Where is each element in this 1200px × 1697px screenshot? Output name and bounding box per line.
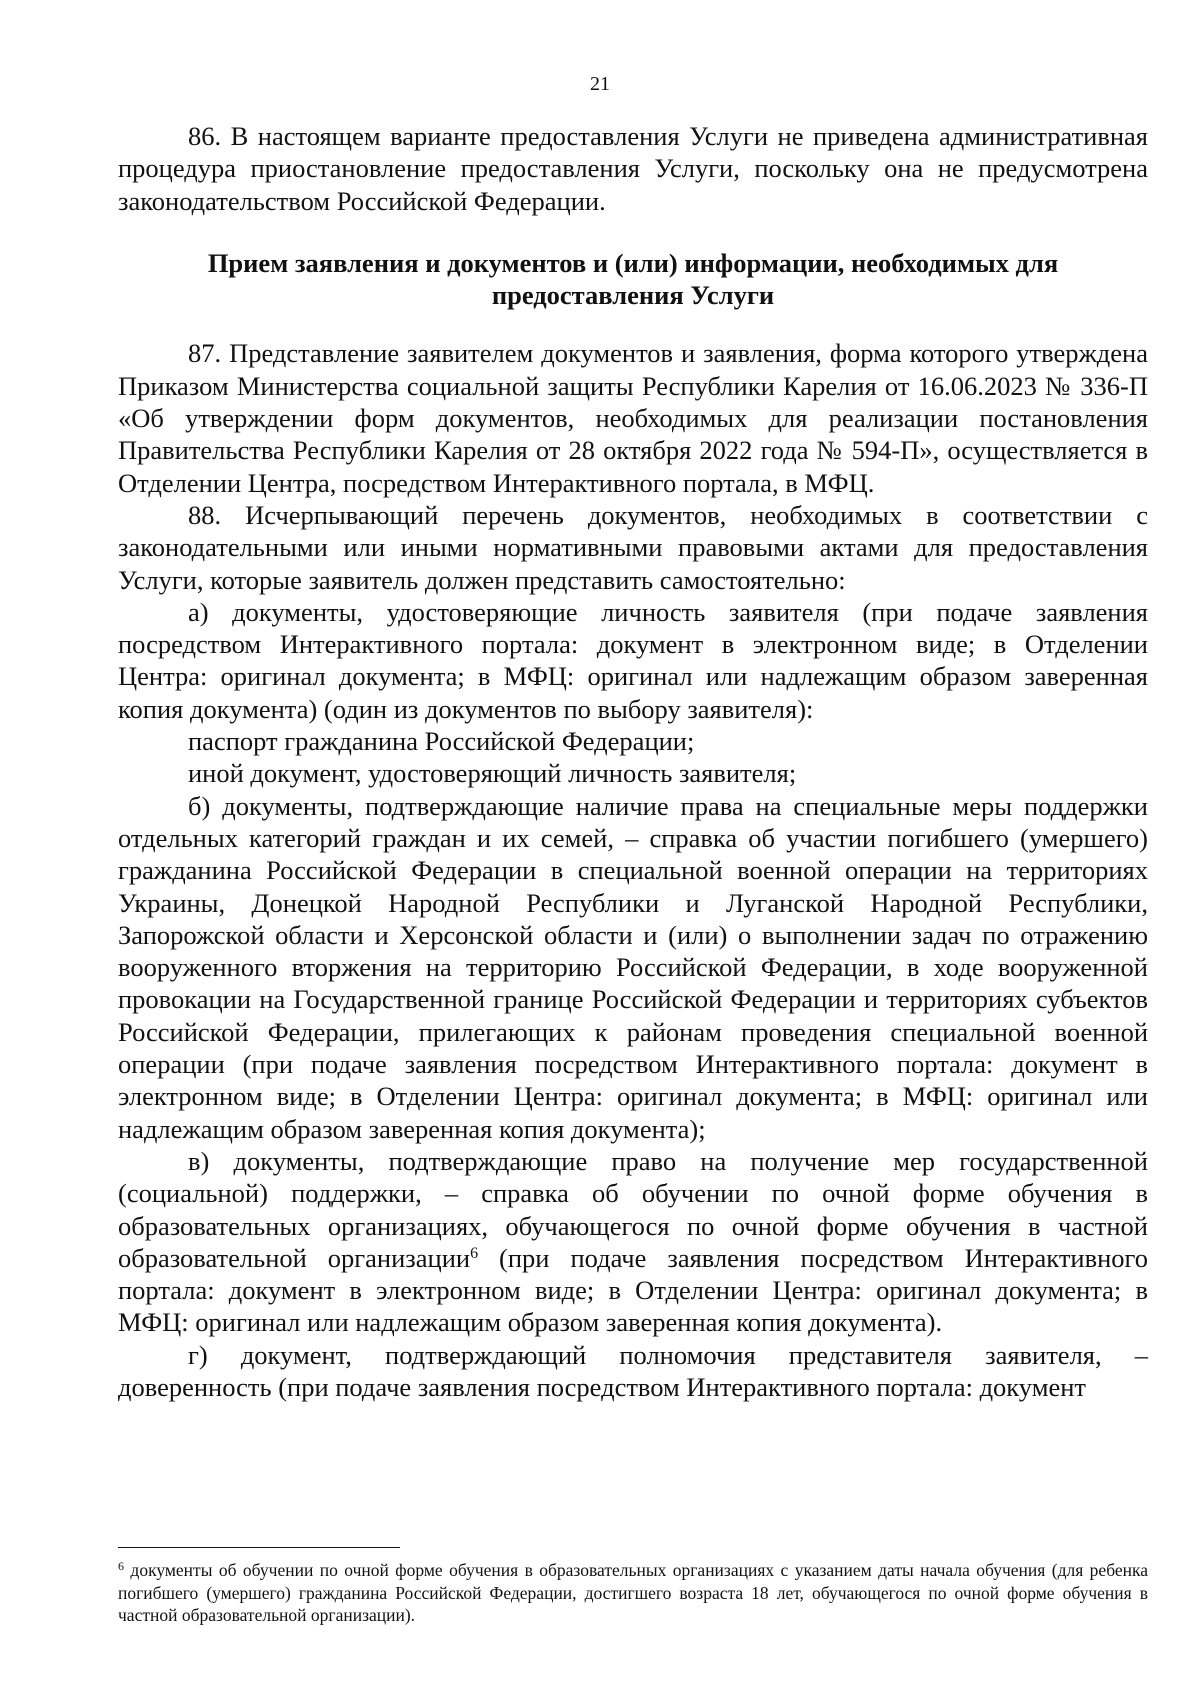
paragraph-87: 87. Представление заявителем документов и заявления, форма которого утверждена Приказом Министерства социальной защиты Республики Карелия от 16.06.2023 № 336-П «Об утверждении форм документов, необходимых для реализации постановления Правительства Республики Карелия от 28 октября 2022 года № 594-П», осуществляется в Отделении Центра, посредством Интерактивного портала, в МФЦ. (118, 338, 1148, 498)
footnote-text: документы об обучении по очной форме обучения в образовательных организациях с указанием даты начала обучения (для ребенка погибшего (умершего) гражданина Российской Федерации, достигшего возраста 18 лет, обучающегося по очной форме обучения в частной образовательной организации). (118, 1560, 1148, 1625)
item-g: г) документ, подтверждающий полномочия представителя заявителя, – доверенность (при подаче заявления посредством Интерактивного портала: документ (118, 1339, 1148, 1402)
item-a-option-2: иной документ, удостоверяющий личность заявителя; (188, 758, 797, 789)
item-a: а) документы, удостоверяющие личность заявителя (при подаче заявления посредством Интерактивного портала: документ в электронном виде; в Отделении Центра: оригинал документа; в МФЦ: оригинал или надлежащим образом заверенная копия документа) (один из документов по выбору заявителя): (118, 596, 1148, 724)
footnote (118, 1559, 1148, 1627)
page-number: 21 (590, 73, 610, 95)
footnote-reference: 6 (470, 1244, 479, 1262)
footnote-separator (118, 1547, 400, 1548)
section-heading: Прием заявления и документов и (или) информации, необходимых для предоставления Услуги (207, 247, 1059, 311)
footnote-marker: 6 (118, 1559, 124, 1573)
item-v-text-continued: (при подаче заявления посредством Интерактивного портала: документ в электронном виде; в Отделении Центра: оригинал документа; в МФЦ: оригинал или надлежащим образом заверенная копия документа). (118, 1242, 1148, 1338)
item-a-option-1: паспорт гражданина Российской Федерации; (188, 726, 695, 757)
paragraph-88: 88. Исчерпывающий перечень документов, необходимых в соответствии с законодательными или иными нормативными правовыми актами для предоставления Услуги, которые заявитель должен представить самостоятельно: (118, 499, 1148, 595)
paragraph-86: 86. В настоящем варианте предоставления Услуги не приведена административная процедура приостановление предоставления Услуги, поскольку она не предусмотрена законодательством Российской Федерации. (118, 121, 1148, 216)
document-body (118, 120, 1148, 1403)
item-v (118, 1145, 1148, 1339)
item-b: б) документы, подтверждающие наличие права на специальные меры поддержки отдельных категорий граждан и их семей, – справка об участии погибшего (умершего) гражданина Российской Федерации в специальной военной операции на территориях Украины, Донецкой Народной Республики и Луганской Народной Республики, Запорожской области и Херсонской области и (или) о выполнении задач по отражению вооруженного вторжения на территорию Российской Федерации, в ходе вооруженной провокации на Государственной границе Российской Федерации и территориях субъектов Российской Федерации, прилегающих к районам проведения специальной военной операции (при подаче заявления посредством Интерактивного портала: документ в электронном виде; в Отделении Центра: оригинал документа; в МФЦ: оригинал или надлежащим образом заверенная копия документа); (118, 790, 1148, 1144)
item-v-text: в) документы, подтверждающие право на получение мер государственной (социальной) поддержки, – справка об обучении по очной форме обучения в образовательных организациях, обучающегося по очной форме обучения в частной образовательной организации (118, 1145, 1148, 1273)
